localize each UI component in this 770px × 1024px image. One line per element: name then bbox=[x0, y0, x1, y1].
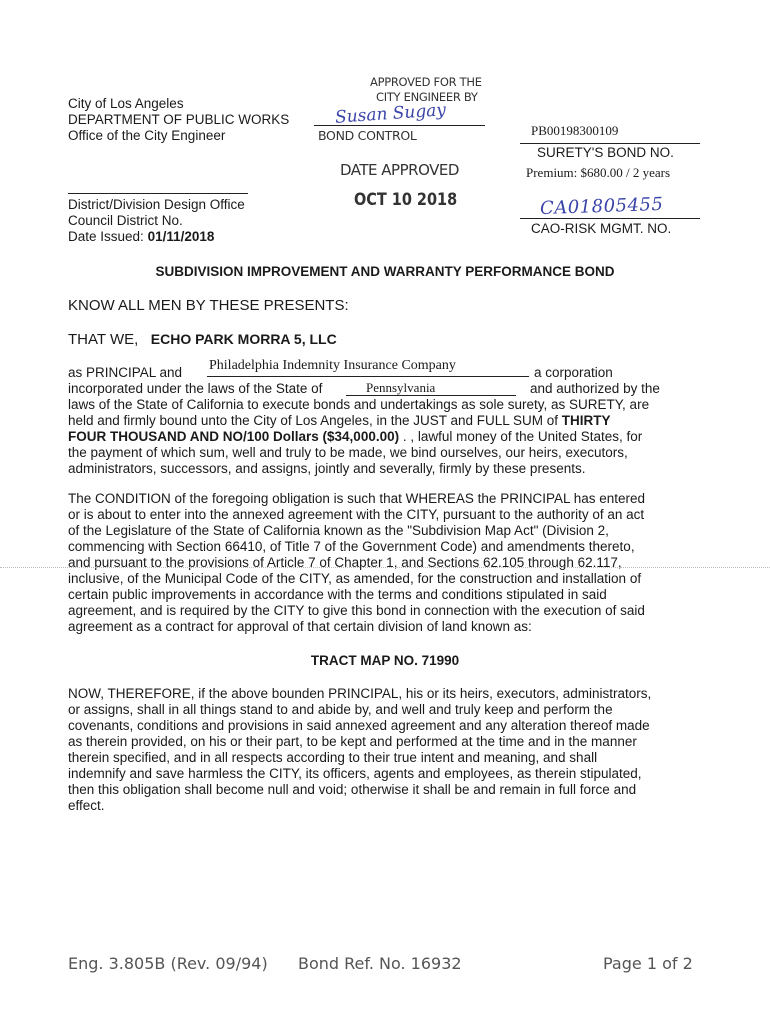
date-issued-value: 01/11/2018 bbox=[147, 229, 215, 244]
now-therefore-line: therein specified, and in all respects according to their true intent and meaning, and shall bbox=[68, 750, 598, 765]
surety-bond-number: PB00198300109 bbox=[531, 123, 619, 138]
bond-sum: FOUR THOUSAND AND NO/100 Dollars ($34,000.00) bbox=[68, 429, 400, 444]
principal-line4b: THIRTY bbox=[561, 413, 611, 428]
form-number: Eng. 3.805B (Rev. 09/94) bbox=[68, 954, 268, 973]
date-issued bbox=[68, 229, 245, 245]
page-number: Page 1 of 2 bbox=[603, 954, 693, 973]
premium-text: Premium: $680.00 / 2 years bbox=[526, 165, 671, 180]
now-therefore-line: effect. bbox=[68, 798, 105, 813]
city-name: City of Los Angeles bbox=[68, 96, 184, 111]
condition-line: commencing with Section 66410, of Title 7 of the Government Code) and amendments thereto, bbox=[68, 539, 635, 554]
principal-paragraph bbox=[68, 397, 708, 477]
principal-line3: laws of the State of California to execute bonds and undertakings as sole surety, as SURETY, are bbox=[68, 397, 650, 412]
principal-line4 bbox=[68, 413, 708, 429]
surety-bond-label: SURETY'S BOND NO. bbox=[537, 145, 674, 160]
condition-line: The CONDITION of the foregoing obligation is such that WHEREAS the PRINCIPAL has entered bbox=[68, 491, 646, 506]
state-line bbox=[346, 395, 516, 396]
principal-line4a: held and firmly bound unto the City of Los Angeles, in the JUST and FULL SUM of bbox=[68, 413, 559, 428]
signature-line bbox=[314, 125, 485, 126]
now-therefore-line: NOW, THEREFORE, if the above bounden PRINCIPAL, his or its heirs, executors, administrators, bbox=[68, 686, 652, 701]
authorized-text: and authorized by the bbox=[530, 381, 660, 396]
principal-line5b: . , lawful money of the United States, for bbox=[402, 429, 643, 444]
department-name: DEPARTMENT OF PUBLIC WORKS bbox=[68, 112, 290, 127]
district-block bbox=[68, 197, 245, 245]
condition-line: and pursuant to the provisions of Article 7 of Chapter 1, and Sections 62.105 through 62.117, bbox=[68, 555, 622, 570]
bond-control-label: BOND CONTROL bbox=[318, 128, 417, 143]
council-district: Council District No. bbox=[68, 213, 183, 228]
approved-line1: APPROVED FOR THE bbox=[370, 75, 482, 89]
condition-line: or is about to enter into the annexed agreement with the CITY, pursuant to the authority of an act bbox=[68, 507, 645, 522]
bond-ref-number: Bond Ref. No. 16932 bbox=[298, 954, 462, 973]
cao-number: CA01805455 bbox=[539, 193, 664, 220]
approved-line2: CITY ENGINEER BY bbox=[376, 90, 478, 104]
incorporated-text: incorporated under the laws of the State of bbox=[68, 381, 323, 396]
office-name: Office of the City Engineer bbox=[68, 128, 226, 143]
bond-number-line bbox=[520, 143, 700, 144]
date-approved-value: OCT 10 2018 bbox=[354, 190, 458, 210]
cao-number-line bbox=[520, 218, 700, 219]
header-block bbox=[68, 96, 289, 144]
condition-line: of the Legislature of the State of California known as the "Subdivision Map Act" (Division 2, bbox=[68, 523, 609, 538]
a-corporation-text: a corporation bbox=[534, 365, 613, 380]
as-principal-label: as PRINCIPAL and bbox=[68, 365, 183, 380]
state-name: Pennsylvania bbox=[366, 380, 436, 395]
tract-map-number: TRACT MAP NO. 71990 bbox=[310, 653, 460, 668]
condition-line: agreement, and is required by the CITY to give this bond in connection with the execution of said bbox=[68, 603, 645, 618]
principal-line7: administrators, successors, and assigns, jointly and severally, firmly by these presents. bbox=[68, 461, 586, 476]
document-title: SUBDIVISION IMPROVEMENT AND WARRANTY PERFORMANCE BOND bbox=[155, 264, 615, 279]
engineer-signature: Susan Sugay bbox=[334, 100, 447, 128]
principal-name: ECHO PARK MORRA 5, LLC bbox=[150, 331, 337, 347]
surety-company-line bbox=[207, 376, 529, 377]
scan-artifact-line bbox=[0, 567, 770, 568]
now-therefore-paragraph bbox=[68, 686, 708, 814]
condition-line: certain public improvements in accordance with the terms and conditions stipulated in said bbox=[68, 587, 607, 602]
surety-company-name: Philadelphia Indemnity Insurance Company bbox=[209, 358, 456, 373]
principal-line5 bbox=[68, 429, 708, 445]
that-we-label: THAT WE, bbox=[68, 331, 139, 348]
condition-line: inclusive, of the Municipal Code of the CITY, as amended, for the construction and installation of bbox=[68, 571, 642, 586]
now-therefore-line: or assigns, shall in all things stand to and abide by, and well and truly keep and perform the bbox=[68, 702, 613, 717]
now-therefore-line: as therein provided, on his or their part, to be kept and performed at the time and in the manner bbox=[68, 734, 637, 749]
cao-label: CAO-RISK MGMT. NO. bbox=[531, 221, 672, 236]
district-design-office: District/Division Design Office bbox=[68, 197, 245, 212]
condition-paragraph bbox=[68, 491, 708, 635]
date-approved-label: DATE APPROVED bbox=[340, 161, 459, 179]
now-therefore-line: indemnify and save harmless the CITY, its officers, agents and employees, as therein stipulated, bbox=[68, 766, 642, 781]
principal-line6: the payment of which sum, well and truly to be made, we bind ourselves, our heirs, executors, bbox=[68, 445, 628, 460]
condition-line: agreement as a contract for approval of that certain division of land known as: bbox=[68, 619, 532, 634]
know-all-text: KNOW ALL MEN BY THESE PRESENTS: bbox=[68, 297, 349, 314]
that-we-line bbox=[68, 331, 337, 348]
now-therefore-line: then this obligation shall become null and void; otherwise it shall be and remain in full force and bbox=[68, 782, 637, 797]
now-therefore-line: covenants, conditions and provisions in said annexed agreement and any alteration thereof made bbox=[68, 718, 650, 733]
date-issued-label: Date Issued: bbox=[68, 229, 144, 244]
district-line bbox=[68, 193, 248, 194]
